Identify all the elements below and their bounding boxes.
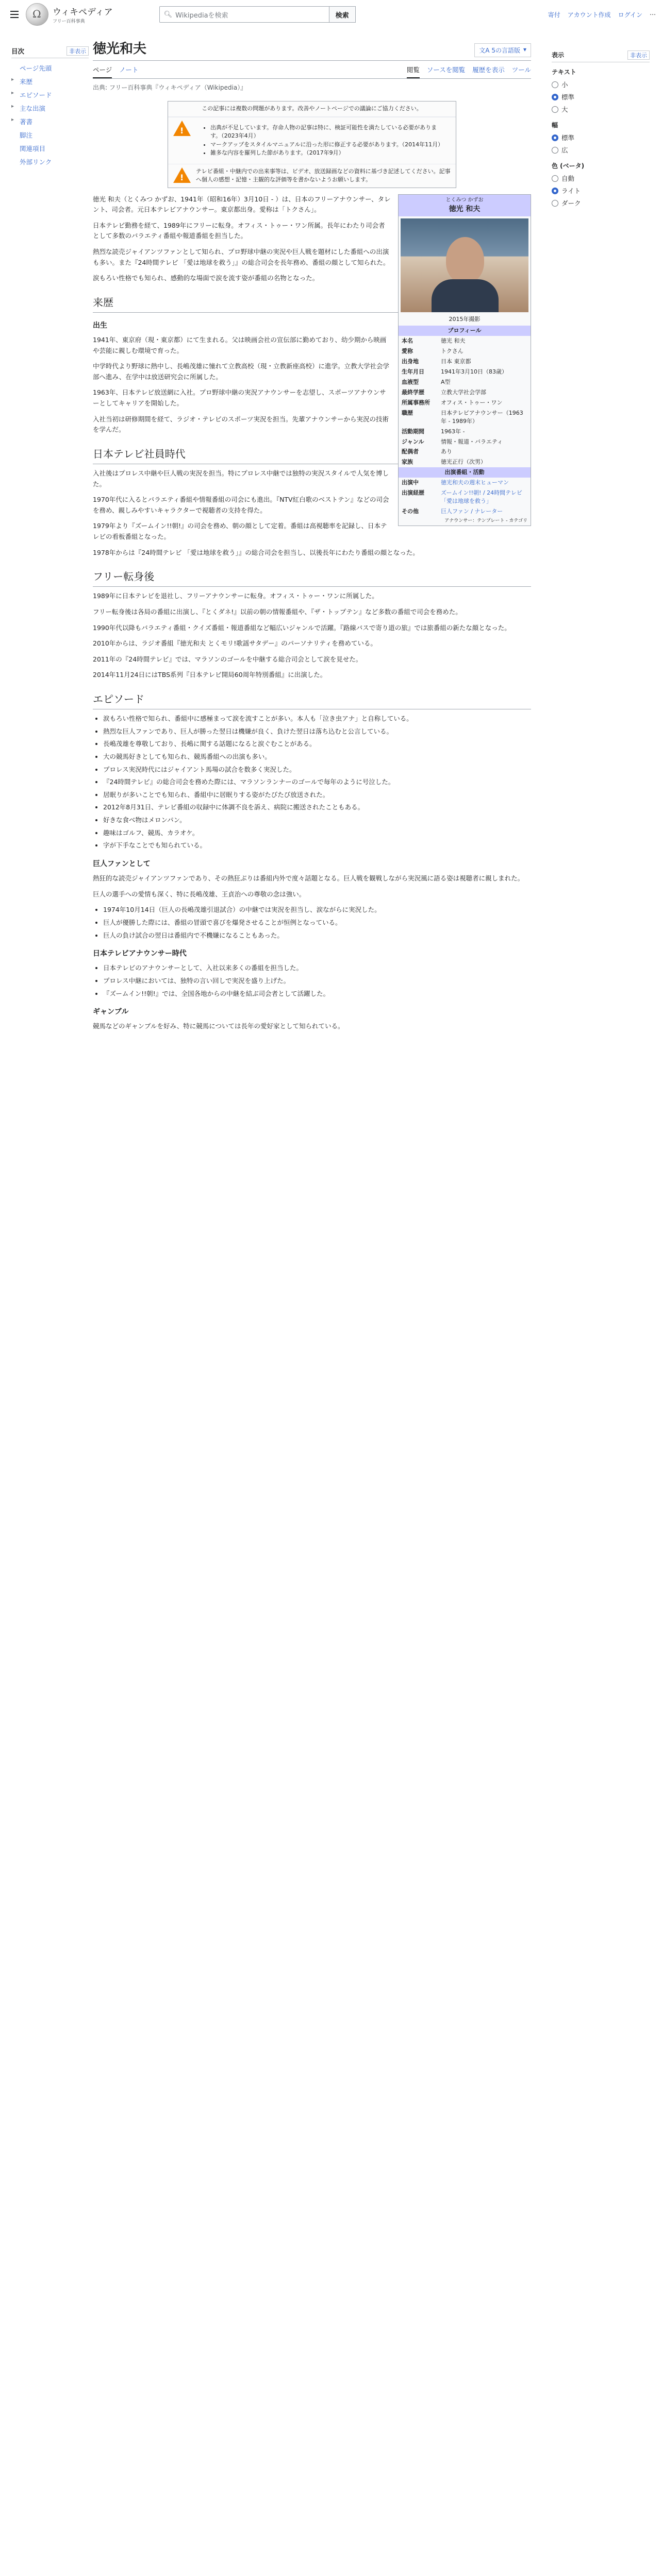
- list-item: • 2012年8月31日、テレビ番組の収録中に体調不良を訴え、病院に搬送されたこともある。: [103, 802, 531, 813]
- chevron-right-icon[interactable]: ▸: [11, 90, 14, 96]
- infobox-key: 配偶者: [402, 448, 419, 455]
- section-paragraph: 入社後はプロレス中継や巨人戦の実況を担当。特にプロレス中継では独特の実況スタイルで人気を博した。: [93, 469, 389, 488]
- toc-item[interactable]: ページ先頭: [11, 61, 89, 75]
- list-item: • 巨人が優勝した際には、番組の冒頭で喜びを爆発させることが恒例となっている。: [103, 918, 531, 928]
- site-title: ウィキペディア: [53, 7, 113, 18]
- tab-read[interactable]: 閲覧: [407, 65, 420, 78]
- notice-header: この記事には複数の問題があります。改善やノートページでの議論にご協力ください。: [168, 101, 456, 117]
- table-of-contents: [11, 46, 89, 168]
- section-paragraph: 2011年の『24時間テレビ』では、マラソンのゴールを中継する総合司会として涙を見せた。: [93, 655, 362, 663]
- create-account-link[interactable]: アカウント作成: [567, 11, 611, 19]
- infobox-row: [399, 336, 531, 346]
- radio-selected-icon: [552, 134, 558, 141]
- more-options-icon[interactable]: ⋯: [650, 11, 656, 18]
- intro-paragraph: 熱烈な読売ジャイアンツファンとして知られ、プロ野球中継の実況や巨人戦を題材にした番組への出演も多い。また『24時間テレビ 「愛は地球を救う」』の総合司会を長年務め、番組の顔として知られた。: [93, 248, 390, 266]
- infobox-key: 家族: [402, 459, 413, 466]
- warning-icon: [173, 167, 191, 183]
- infobox-row: [399, 357, 531, 367]
- search-icon: 🔍︎: [163, 10, 173, 19]
- infobox-key: 出身地: [402, 358, 419, 365]
- appearance-title: 表示: [552, 52, 565, 59]
- infobox-value: 情報・報道・バラエティ: [441, 438, 503, 445]
- list-item: • 1974年10月14日（巨人の長嶋茂雄引退試合）の中継では実況を担当し、涙ながらに実況した。: [103, 905, 531, 916]
- infobox-value: オフィス・トゥー・ワン: [441, 399, 503, 406]
- site-subtitle: フリー百科事典: [53, 19, 85, 24]
- article-body: [93, 101, 531, 1037]
- toc-item[interactable]: 脚注: [11, 128, 89, 142]
- list-item: • 長嶋茂雄を尊敬しており、長嶋に関する話題になると涙ぐむことがある。: [103, 739, 531, 750]
- section-paragraph: 1989年に日本テレビを退社し、フリーアナウンサーに転身。オフィス・トゥー・ワンに所属した。: [93, 592, 378, 600]
- section-paragraph: 1941年、東京府（現・東京都）にて生まれる。父は映画会社の宣伝部に勤めており、幼少期から映画や芸能に親しむ環境で育った。: [93, 335, 387, 354]
- infobox-value: 立教大学社会学部: [441, 388, 486, 396]
- section-paragraph: 熱狂的な読売ジャイアンツファンであり、その熱狂ぶりは番組内外で度々話題となる。巨人戦を観戦しながら実況風に語る姿は視聴者に親しまれた。: [93, 874, 524, 883]
- infobox-value[interactable]: 巨人ファン / ナレーター: [441, 508, 503, 515]
- tab-talk[interactable]: ノート: [119, 66, 139, 74]
- text-size-standard[interactable]: 標準: [552, 91, 650, 103]
- section-paragraph: 1979年より『ズームイン!!朝!』の司会を務め、朝の顔として定着。番組は高視聴率を記録し、日本テレビの看板番組となった。: [93, 522, 387, 541]
- infobox-row: [399, 377, 531, 387]
- infobox-key: 出演中: [402, 479, 419, 486]
- infobox-value: 徳光 和夫: [441, 337, 466, 345]
- page-title: 徳光和夫: [93, 41, 147, 57]
- section-heading: 日本テレビ社員時代: [93, 446, 531, 464]
- list-item: • 『24時間テレビ』の総合司会を務めた際には、マラソンランナーのゴールで毎年のように号泣した。: [103, 777, 531, 788]
- color-dark[interactable]: ダーク: [552, 197, 650, 209]
- section-heading: エピソード: [93, 691, 531, 709]
- tab-tools[interactable]: ツール: [511, 66, 531, 74]
- radio-icon: [552, 81, 558, 88]
- toc-item[interactable]: 外部リンク: [11, 155, 89, 168]
- intro-paragraph: 日本テレビ勤務を経て、1989年にフリーに転身。オフィス・トゥー・ワン所属。長年にわたり司会者として多数のバラエティ番組や報道番組を担当した。: [93, 221, 385, 240]
- subsection-heading: 巨人ファンとして: [93, 859, 151, 868]
- issues-notice: [168, 101, 456, 188]
- section-paragraph: 巨人の選手への愛情も深く、特に長嶋茂雄、王貞治への尊敬の念は強い。: [93, 890, 306, 898]
- search-input[interactable]: 🔍︎ Wikipediaを検索: [159, 6, 329, 23]
- list-item: • 涙もろい性格で知られ、番組中に感極まって涙を流すことが多い。本人も「泣き虫アナ」と自称している。: [103, 714, 531, 724]
- infobox-value[interactable]: 徳光和夫の週末ヒューマン: [441, 479, 509, 486]
- text-size-large[interactable]: 大: [552, 103, 650, 115]
- width-label: 幅: [552, 122, 558, 129]
- section-heading: フリー転身後: [93, 568, 531, 587]
- color-auto[interactable]: 自動: [552, 172, 650, 184]
- infobox-value: 徳光正行（次男）: [441, 459, 486, 466]
- infobox-row: [399, 478, 531, 488]
- section-heading: 来歴: [93, 294, 531, 313]
- site-logo[interactable]: [26, 3, 113, 26]
- main-menu-icon[interactable]: [6, 6, 23, 23]
- shows-section: 出演番組・活動: [399, 467, 531, 478]
- toc-item[interactable]: ▸ 著書: [11, 117, 33, 126]
- section-paragraph: 入社当初は研修期間を経て、ラジオ・テレビのスポーツ実況を担当。先輩アナウンサーから実況の技術を学んだ。: [93, 415, 389, 434]
- subsection-heading: 日本テレビアナウンサー時代: [93, 950, 187, 958]
- infobox-row: [399, 447, 531, 457]
- infobox-key: 職歴: [402, 409, 413, 416]
- chevron-icon: [11, 130, 16, 140]
- list-item: • 大の競馬好きとしても知られ、競馬番組への出演も多い。: [103, 752, 531, 762]
- infobox-key: 最終学歴: [402, 388, 424, 396]
- notice-item: • マークアップをスタイルマニュアルに沿った形に修正する必要があります。（2014年11月）: [210, 141, 445, 149]
- infobox-value: 1941年3月10日（83歳）: [441, 368, 507, 375]
- photo-caption: 2015年撮影: [449, 316, 481, 323]
- chevron-icon: [11, 144, 16, 153]
- notice-note: テレビ番組・中継内での出来事等は、ビデオ、放送録画などの資料に基づき記述してください。記事へ個人の感想・記憶・主観的な評価等を書かないようお願いします。: [196, 167, 451, 183]
- user-links: [548, 10, 656, 19]
- list-item: • 字が下手なことでも知られている。: [103, 840, 531, 851]
- radio-icon: [552, 175, 558, 182]
- notice-item: • 出典が不足しています。存命人物の記事は特に、検証可能性を満たしている必要があります。（2023年4月）: [210, 124, 445, 141]
- infobox-key: 血液型: [402, 378, 419, 385]
- shows-table: [399, 478, 531, 517]
- color-light[interactable]: ライト: [552, 184, 650, 197]
- infobox-value[interactable]: ズームイン!!朝! / 24時間テレビ 「愛は地球を救う」: [441, 489, 522, 505]
- appearance-panel: [552, 46, 650, 209]
- infobox-value: 日本 東京都: [441, 358, 471, 365]
- infobox-row: [399, 346, 531, 357]
- color-label: 色 (ベータ): [552, 162, 585, 170]
- list-item: • 熱烈な巨人ファンであり、巨人が勝った翌日は機嫌が良く、負けた翌日は落ち込むと公言している。: [103, 726, 531, 737]
- tab-view-source[interactable]: ソースを閲覧: [426, 66, 466, 74]
- infobox-row: [399, 387, 531, 398]
- section-paragraph: 2010年からは、ラジオ番組『徳光和夫 とくモリ!歌謡サタデー』のパーソナリティを務めている。: [93, 639, 377, 648]
- section-paragraph: 中学時代より野球に熱中し、長嶋茂雄に憧れて立教高校（現・立教新座高校）に進学。立教大学社会学部へ進み、在学中は放送研究会に所属した。: [93, 362, 390, 381]
- infobox-value: トクさん: [441, 348, 464, 355]
- page-header: [93, 29, 531, 92]
- radio-icon: [552, 200, 558, 207]
- infobox-key: 愛称: [402, 348, 413, 355]
- radio-selected-icon: [552, 94, 558, 100]
- list-item: • 巨人の負け試合の翌日は番組内で不機嫌になることもあった。: [103, 930, 531, 941]
- infobox-row: [399, 506, 531, 517]
- radio-selected-icon: [552, 188, 558, 194]
- infobox-value: 日本テレビアナウンサー（1963年 - 1989年）: [441, 409, 523, 425]
- section-paragraph: 1963年、日本テレビ放送網に入社。プロ野球中継の実況アナウンサーを志望し、スポーツアナウンサーとしてキャリアを開始した。: [93, 388, 386, 408]
- toc-title: 目次: [11, 47, 25, 55]
- appearance-hide-button[interactable]: 非表示: [627, 50, 650, 60]
- infobox-row: [399, 457, 531, 467]
- list-item: • プロレス実況時代にはジャイアント馬場の試合を数多く実況した。: [103, 765, 531, 775]
- warning-icon: [173, 121, 191, 136]
- subsection-heading: 出生: [93, 321, 107, 330]
- donate-link[interactable]: 寄付: [548, 11, 560, 19]
- profile-section: プロフィール: [399, 326, 531, 336]
- bullet-list: [93, 905, 531, 941]
- bullet-list: [93, 963, 531, 999]
- login-link[interactable]: ログイン: [618, 11, 642, 19]
- chevron-right-icon[interactable]: ▸: [11, 117, 14, 123]
- infobox-row: [399, 427, 531, 437]
- chevron-icon: [11, 63, 16, 73]
- chevron-right-icon[interactable]: ▸: [11, 104, 14, 109]
- infobox-key: 所属事務所: [402, 399, 430, 406]
- section-paragraph: フリー転身後は各局の番組に出演し、『とくダネ!』以前の朝の情報番組や、『ザ・トップテン』など多数の番組で司会を務めた。: [93, 607, 462, 616]
- site-header: [0, 0, 662, 29]
- chevron-icon: [11, 157, 16, 166]
- toc-hide-button[interactable]: 非表示: [67, 46, 89, 56]
- section-paragraph: 1978年からは『24時間テレビ 「愛は地球を救う」』の総合司会を担当し、以後長年にわたり番組の顔となった。: [93, 548, 419, 556]
- infobox-key: 生年月日: [402, 368, 424, 375]
- toc-item[interactable]: ▸ 主な出演: [11, 104, 46, 112]
- search-button[interactable]: 検索: [329, 6, 356, 23]
- section-paragraph: 1990年代以降もバラエティ番組・クイズ番組・報道番組など幅広いジャンルで活躍。『路線バスで寄り道の旅』では旅番組の新たな顔となった。: [93, 623, 511, 632]
- list-item: • プロレス中継においては、独特の言い回しで実況を盛り上げた。: [103, 976, 531, 987]
- infobox-value: A型: [441, 378, 451, 385]
- list-item: • 日本テレビのアナウンサーとして、入社以来多くの番組を担当した。: [103, 963, 531, 974]
- language-button[interactable]: 文A 5の言語版 ▾: [474, 43, 531, 57]
- subsection-heading: ギャンブル: [93, 1008, 129, 1016]
- radio-icon: [552, 147, 558, 154]
- list-item: • 『ズームイン!!朝!』では、全国各地からの中継を結ぶ司会者として活躍した。: [103, 989, 531, 999]
- infobox-key: 出演経歴: [402, 489, 424, 497]
- chevron-right-icon[interactable]: ▸: [11, 77, 14, 82]
- width-standard[interactable]: 標準: [552, 131, 650, 144]
- infobox-row: [399, 408, 531, 427]
- intro-paragraph: 徳光 和夫（とくみつ かずお、1941年（昭和16年）3月10日 - ）は、日本のフリーアナウンサー、タレント、司会者。元日本テレビアナウンサー。東京都出身。愛称は「トクさん」。: [93, 195, 391, 214]
- notice-item: • 雑多な内容を羅列した節があります。（2017年9月）: [210, 149, 445, 158]
- infobox: [398, 194, 531, 527]
- bullet-list: [93, 714, 531, 851]
- wikipedia-globe-icon: [26, 3, 48, 26]
- infobox-value: 1963年 -: [441, 428, 465, 435]
- toc-item[interactable]: ▸ エピソード: [11, 90, 52, 99]
- infobox-key: 活動期間: [402, 428, 424, 435]
- portrait-photo[interactable]: [401, 218, 528, 312]
- infobox-key: 本名: [402, 337, 413, 345]
- toc-item[interactable]: 関連項目: [11, 142, 89, 155]
- infobox-key: その他: [402, 508, 419, 515]
- profile-table: [399, 336, 531, 467]
- text-size-small[interactable]: 小: [552, 78, 650, 91]
- section-paragraph: 2014年11月24日にはTBS系列『日本テレビ開局60周年特別番組』に出演した。: [93, 671, 327, 679]
- list-item: • 趣味はゴルフ、競馬、カラオケ。: [103, 828, 531, 839]
- list-item: • 好きな食べ物はメロンパン。: [103, 815, 531, 826]
- section-paragraph: 1970年代に入るとバラエティ番組や情報番組の司会にも進出。『NTV紅白歌のベストテン』などの司会を務め、親しみやすいキャラクターで視聴者の支持を得た。: [93, 496, 389, 514]
- infobox-kana: とくみつ かずお: [445, 197, 484, 203]
- infobox-row: [399, 488, 531, 506]
- infobox-row: [399, 398, 531, 408]
- infobox-row: [399, 367, 531, 377]
- search-form: [159, 6, 356, 23]
- text-size-label: テキスト: [552, 69, 576, 76]
- tagline: 出典: フリー百科事典『ウィキペディア（Wikipedia）』: [93, 84, 247, 91]
- tab-history[interactable]: 履歴を表示: [472, 66, 505, 74]
- tab-page[interactable]: ページ: [93, 65, 112, 78]
- intro-paragraph: 涙もろい性格でも知られ、感動的な場面で涙を流す姿が番組の名物となった。: [93, 274, 319, 282]
- section-paragraph: 競馬などのギャンブルを好み、特に競馬については長年の愛好家として知られている。: [93, 1022, 344, 1030]
- infobox-footer[interactable]: アナウンサー：テンプレート - カテゴリ: [444, 518, 527, 524]
- infobox-name: 徳光 和夫: [449, 205, 481, 213]
- infobox-value: あり: [441, 448, 452, 455]
- chevron-down-icon: ▾: [523, 46, 526, 53]
- toc-item[interactable]: ▸ 来歴: [11, 77, 33, 86]
- infobox-key: ジャンル: [402, 438, 424, 445]
- list-item: • 居眠りが多いことでも知られ、番組中に居眠りする姿がたびたび放送された。: [103, 790, 531, 801]
- radio-icon: [552, 106, 558, 113]
- infobox-row: [399, 437, 531, 447]
- width-wide[interactable]: 広: [552, 144, 650, 156]
